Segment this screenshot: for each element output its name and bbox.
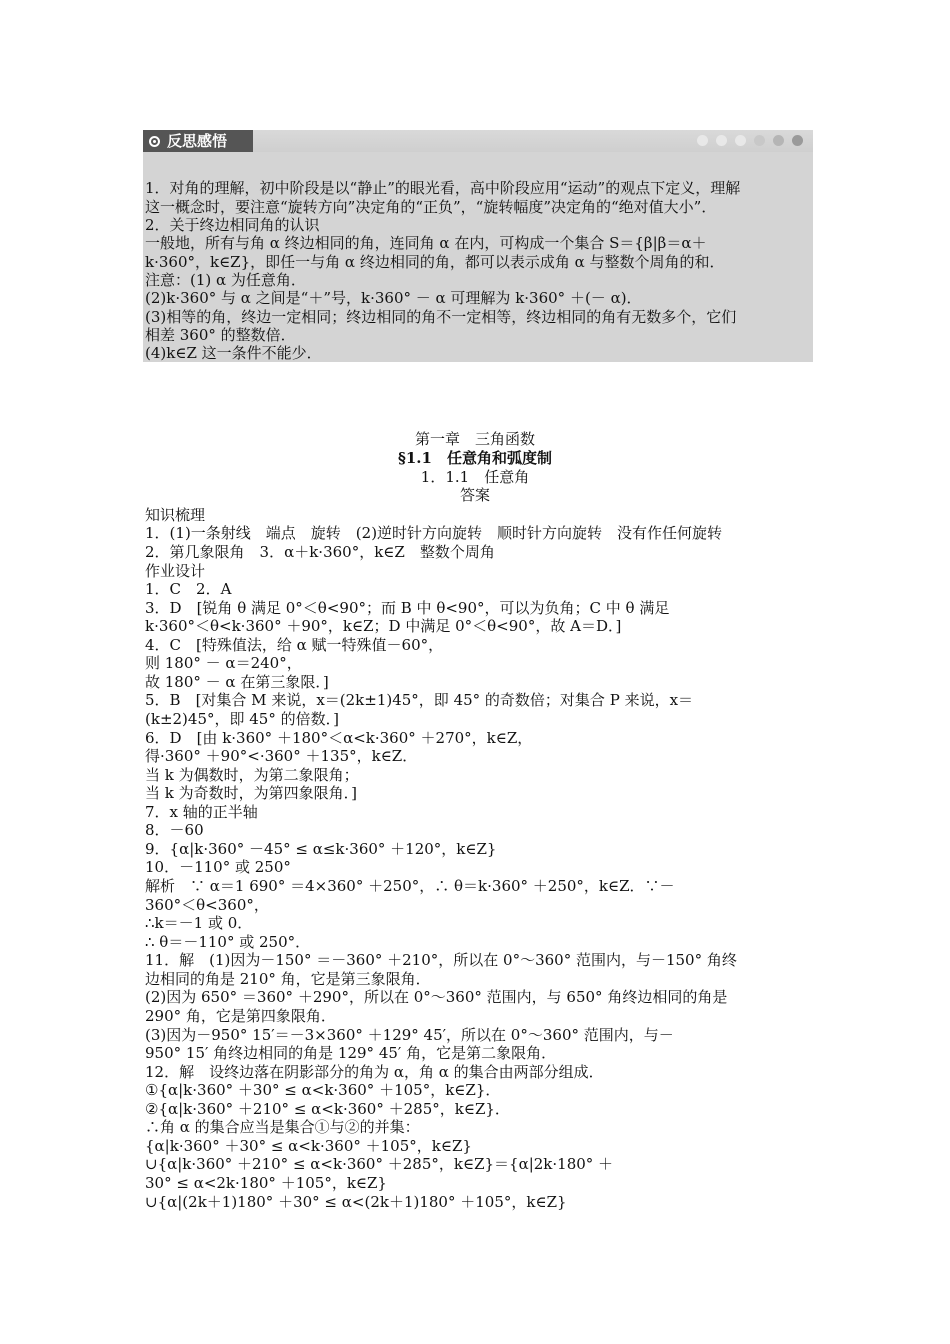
reflection-line: 2．关于终边相同角的认识 xyxy=(145,216,320,234)
answer-line: (2)因为 650° ＝360° ＋290°，所以在 0°～360° 范围内，与 650° 角终边相同的角是 xyxy=(145,988,728,1006)
dot-icon xyxy=(773,135,784,146)
dot-icon xyxy=(792,135,803,146)
reflection-tab xyxy=(143,130,253,152)
answer-line: 4．C [特殊值法，给 α 赋一特殊值－60°， xyxy=(145,636,444,654)
reflection-line: 注意：(1) α 为任意角． xyxy=(145,271,306,289)
answer-line: 7．x 轴的正半轴 xyxy=(145,803,258,821)
answer-line: 故 180° － α 在第三象限．] xyxy=(145,673,329,691)
answer-line: ∴ θ＝－110° 或 250°． xyxy=(145,933,311,951)
chapter-title: 第一章 三角函数 xyxy=(414,430,535,448)
reflection-line: k·360°，k∈Z}，即任一与角 α 终边相同的角，都可以表示成角 α 与整数个周角的和． xyxy=(145,253,725,271)
answer-line: 2．第几象限角 3．α＋k·360°，k∈Z 整数个周角 xyxy=(145,543,495,561)
section-title: §1.1 任意角和弧度制 xyxy=(398,449,552,467)
answer-line: 解析 ∵ α＝1 690° ＝4×360° ＋250°，∴ θ＝k·360° ＋250°，k∈Z．∵－ xyxy=(145,877,675,895)
dot-icon xyxy=(697,135,708,146)
reflection-line: (4)k∈Z 这一条件不能少． xyxy=(145,344,322,362)
answer-line: ①{α|k·360° ＋30° ≤ α<k·360° ＋105°，k∈Z}． xyxy=(145,1081,501,1099)
answer-line: 则 180° － α＝240°， xyxy=(145,654,302,672)
answer-line: (k±2)45°，即 45° 的倍数．] xyxy=(145,710,339,728)
answer-line: 12．解 设终边落在阴影部分的角为 α，角 α 的集合由两部分组成． xyxy=(145,1063,604,1081)
answer-line: 6．D [由 k·360° ＋180°＜α<k·360° ＋270°，k∈Z， xyxy=(145,729,533,747)
reflection-header xyxy=(143,130,813,152)
answer-line: 11．解 (1)因为－150° ＝－360° ＋210°，所以在 0°～360° 范围内，与－150° 角终 xyxy=(145,951,737,969)
answer-line: 9．{α|k·360° －45° ≤ α≤k·360° ＋120°，k∈Z} xyxy=(145,840,497,858)
reflection-line: 1．对角的理解，初中阶段是以“静止”的眼光看，高中阶段应用“运动”的观点下定义，理解 xyxy=(145,179,741,197)
target-circle-icon xyxy=(149,136,160,147)
answer-line: 30° ≤ α<2k·180° ＋105°，k∈Z} xyxy=(145,1174,387,1192)
answer-line: 5．B [对集合 M 来说，x＝(2k±1)45°，即 45° 的奇数倍；对集合 P 来说，x＝ xyxy=(145,691,694,709)
answer-line: 8．－60 xyxy=(145,821,204,839)
answer-line: 边相同的角是 210° 角，它是第三象限角． xyxy=(145,970,431,988)
answer-line: 当 k 为奇数时，为第四象限角．] xyxy=(145,784,357,802)
answer-line: 1．(1)一条射线 端点 旋转 (2)逆时针方向旋转 顺时针方向旋转 没有作任何旋转 xyxy=(145,524,723,542)
dot-icon xyxy=(735,135,746,146)
answer-line: 360°＜θ<360°， xyxy=(145,896,269,914)
answer-line: 当 k 为偶数时，为第二象限角； xyxy=(145,766,359,784)
dot-icon xyxy=(716,135,727,146)
answer-line: 1．C 2．A xyxy=(145,580,232,598)
answer-line: ∪{α|k·360° ＋210° ≤ α<k·360° ＋285°，k∈Z}＝{α|2k·180° ＋ xyxy=(145,1155,614,1173)
reflection-line: 这一概念时，要注意“旋转方向”决定角的“正负”，“旋转幅度”决定角的“绝对值大小”． xyxy=(145,198,717,216)
answer-line: (3)因为－950° 15′＝－3×360° ＋129° 45′，所以在 0°～360° 范围内，与－ xyxy=(145,1026,674,1044)
reflection-body xyxy=(143,152,813,362)
answer-line: 3．D [锐角 θ 满足 0°＜θ<90°；而 B 中 θ<90°，可以为负角；C 中 θ 满足 xyxy=(145,599,670,617)
answer-line: ②{α|k·360° ＋210° ≤ α<k·360° ＋285°，k∈Z}． xyxy=(145,1100,510,1118)
answer-line: k·360°＜θ<k·360° ＋90°，k∈Z；D 中满足 0°＜θ<90°，故 A＝D．] xyxy=(145,617,622,635)
answer-line: ∴k＝－1 或 0． xyxy=(145,914,253,932)
answer-line: 950° 15′ 角终边相同的角是 129° 45′ 角，它是第二象限角． xyxy=(145,1044,557,1062)
answer-line: 知识梳理 xyxy=(145,506,206,524)
reflection-title: 反思感悟 xyxy=(167,132,228,150)
dot-icon xyxy=(754,135,765,146)
answer-line: 得·360° ＋90°<·360° ＋135°，k∈Z． xyxy=(145,747,418,765)
answer-line: {α|k·360° ＋30° ≤ α<k·360° ＋105°，k∈Z} xyxy=(145,1137,472,1155)
answer-line: ∪{α|(2k＋1)180° ＋30° ≤ α<(2k＋1)180° ＋105°，k∈Z} xyxy=(145,1193,567,1211)
answer-label: 答案 xyxy=(459,486,490,504)
reflection-line: 相差 360° 的整数倍． xyxy=(145,326,296,344)
subsection-title: 1．1.1 任意角 xyxy=(420,468,530,486)
answer-line: ∴角 α 的集合应当是集合①与②的并集： xyxy=(145,1118,420,1136)
answer-line: 作业设计 xyxy=(145,562,206,580)
decorative-dots xyxy=(697,135,803,146)
reflection-line: (3)相等的角，终边一定相同；终边相同的角不一定相等，终边相同的角有无数多个，它们 xyxy=(145,308,737,326)
answer-line: 10．－110° 或 250° xyxy=(145,858,291,876)
answer-line: 290° 角，它是第四象限角． xyxy=(145,1007,336,1025)
reflection-line: 一般地，所有与角 α 终边相同的角，连同角 α 在内，可构成一个集合 S＝{β|β＝α＋ xyxy=(145,234,707,252)
reflection-line: (2)k·360° 与 α 之间是“＋”号，k·360° － α 可理解为 k·360° ＋(－ α)． xyxy=(145,289,642,307)
